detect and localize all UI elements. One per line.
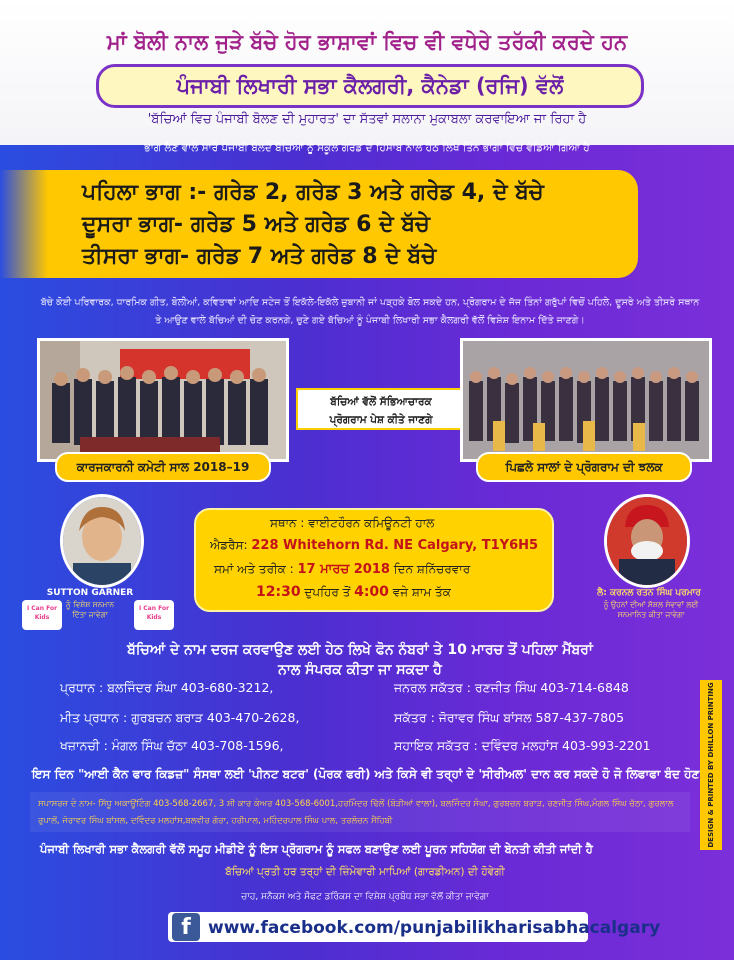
cultural-line-2: ਪ੍ਰੋਗਰਾਮ ਪੇਸ਼ ਕੀਤੇ ਜਾਣਗੇ <box>329 414 433 426</box>
organization-title: ਪੰਜਾਬੀ ਲਿਖਾਰੀ ਸਭਾ ਕੈਲਗਰੀ, ਕੈਨੇਡਾ (ਰਜਿ) ਵੱਲੋਂ <box>96 64 644 108</box>
date-value: 17 ਮਾਰਚ 2018 <box>297 562 390 577</box>
contact-treasurer: ਖਜ਼ਾਨਚੀ : ਮੰਗਲ ਸਿੰਘ ਚੱਠਾ 403-708-1596, <box>60 738 284 753</box>
contact-vice-president: ਮੀਤ ਪ੍ਰਧਾਨ : ਗੁਰਬਚਨ ਬਰਾੜ 403-470-2628, <box>60 710 300 725</box>
contact-general-secretary: ਜਨਰਲ ਸਕੱਤਰ : ਰਣਜੀਤ ਸਿੰਘ 403-714-6848 <box>394 680 629 695</box>
place-value: ਵਾਈਟਹੌਰਨ ਕਮਿਊਨਟੀ ਹਾਲ <box>308 516 435 530</box>
date-label: ਸਮਾਂ ਅਤੇ ਤਰੀਕ : <box>214 562 294 576</box>
venue-address-line <box>210 538 538 553</box>
contact-president: ਪ੍ਰਧਾਨ : ਬਲਜਿੰਦਰ ਸੰਘਾ 403-680-3212, <box>60 680 274 695</box>
registration-title <box>40 640 680 680</box>
rules-paragraph: ਬੱਚੇ ਕੋਈ ਪਰਿਵਾਰਕ, ਧਾਰਮਿਕ ਗੀਤ, ਬੋਲੀਆਂ, ਕਵਿਤਾਵਾਂ ਆਦਿ ਸਟੇਜ ਤੋਂ ਇਕੱਲੇ-ਇਕੱਲੇ ਜ਼ੁਬਾਨੀ ਜਾਂ ਪੜ੍ਹਕੇ ਬੋਲ ਸਕਦੇ ਹਨ, ਪ੍ਰੋਗਰਾਮ ਦੇ ਜੱਜ ਤਿੰਨਾਂ ਗਰੁੱਪਾਂ ਵਿਚੋਂ ਪਹਿਲੇ, ਦੂਸਰੇ ਅਤੇ ਤੀਸਰੇ ਸਥਾਨ ਤੇ ਆਉਣ ਵਾਲੇ ਬੱਚਿਆਂ ਦੀ ਚੋਣ ਕਰਨਗੇ, ਚੁਣੇ ਗਏ ਬੱਚਿਆਂ ਨੂੰ ਪੰਜਾਬੀ ਲਿਖਾਰੀ ਸਭਾ ਕੈਲਗਰੀ ਵੱਲੋਂ ਵਿਸ਼ੇਸ਼ ਇਨਾਮ ਦਿੱਤੇ ਜਾਣਗੇ। <box>40 297 700 326</box>
time-start: 12:30 <box>256 584 301 600</box>
contact-secretary: ਸਕੱਤਰ : ਜੋਰਾਵਰ ਸਿੰਘ ਬਾਂਸਲ 587-437-7805 <box>394 710 625 725</box>
right-person-note <box>576 600 726 620</box>
cultural-line-1: ਬੱਚਿਆਂ ਵੱਲੋਂ ਸੱਭਿਆਚਾਰਕ <box>330 396 432 408</box>
left-person-name: SUTTON GARNER <box>46 588 134 598</box>
refreshments-note: ਚਾਹ, ਸਨੈਕਸ ਅਤੇ ਸੌਫਟ ਡਰਿੰਕਸ ਦਾ ਵਿਸ਼ੇਸ਼ ਪ੍ਰਬੰਧ ਸਭਾ ਵੱਲੋਂ ਕੀਤਾ ਜਾਵੇਗਾ <box>241 892 489 902</box>
event-line: 'ਬੱਚਿਆਂ ਵਿਚ ਪੰਜਾਬੀ ਬੋਲਣ ਦੀ ਮੁਹਾਰਤ' ਦਾ ਸੱਤਵਾਂ ਸਲਾਨਾ ਮੁਕਾਬਲਾ ਕਰਵਾਇਆ ਜਾ ਰਿਹਾ ਹੈ <box>147 112 587 127</box>
contact-assistant-secretary: ਸਹਾਇਕ ਸਕੱਤਰ : ਦਵਿੰਦਰ ਮਲਹਾਂਸ 403-993-2201 <box>394 738 651 753</box>
facebook-url[interactable]: www.facebook.com/punjabilikharisabhacalgary <box>208 918 661 938</box>
sponsors-list: ਸਪਾਸਰਜ਼ ਦੇ ਨਾਮ- ਸਿੱਧੂ ਅਕਾਊਂਟਿੰਗ 403-568-2667, 3 ਸ਼ੀ ਕਾਰ ਕੇਅਰ 403-568-6001,ਹਰਮਿੰਦਰ ਢਿੱਲੋਂ (ਬੋੜੀਆਂ ਵਾਲਾ), ਬਲਜਿੰਦਰ ਸੰਘਾ, ਗੁਰਬਚਨ ਬਰਾੜ, ਰਣਜੀਤ ਸਿੰਘ,ਮੰਗਲ ਸਿੰਘ ਚੱਠਾ, ਗੁਰਲਾਲ ਰੁਪਾਲੋਂ, ਜੋਰਾਵਰ ਸਿੰਘ ਬਾਂਸਲ, ਦਵਿੰਦਰ ਮਲਹਾਂਸ,ਬਲਵੀਰ ਗੋਰਾ, ਹਰੀਪਾਲ, ਮਹਿੰਦਰਪਾਲ ਸਿੰਘ ਪਾਲ, ਤਰਲੋਚਨ ਸੈਂਹਿਬੀ <box>30 792 690 832</box>
icanforkids-logo-right: I Can For Kids <box>134 600 174 630</box>
left-note-line-2: ਦਿੱਤਾ ਜਾਵੇਗਾ <box>72 610 108 619</box>
levels-box-fade <box>0 170 48 278</box>
venue-place-line <box>270 516 434 531</box>
address-value: 228 Whitehorn Rd. NE Calgary, T1Y6H5 <box>251 538 539 553</box>
committee-caption: ਕਾਰਜਕਾਰਨੀ ਕਮੇਟੀ ਸਾਲ 2018–19 <box>55 452 271 482</box>
right-note-line-1: ਨੂੰ ਉਹਨਾਂ ਦੀਆਂ ਸੋਸ਼ਲ ਸੇਵਾਵਾਂ ਲਈ <box>603 600 699 609</box>
icanforkids-logo-left: I Can For Kids <box>22 600 62 630</box>
venue-time-line <box>256 584 451 600</box>
sutton-garner-portrait <box>60 494 144 588</box>
right-person-name: ਲੈ: ਕਰਨਲ ਰਤਨ ਸਿੰਘ ਪਰਮਾਰ <box>597 588 701 598</box>
level-1: ਪਹਿਲਾ ਭਾਗ :- ਗਰੇਡ 2, ਗਰੇਡ 3 ਅਤੇ ਗਰੇਡ 4, ਦੇ ਬੱਚੇ <box>82 180 544 205</box>
tagline: ਮਾਂ ਬੋਲੀ ਨਾਲ ਜੁੜੇ ਬੱਚੇ ਹੋਰ ਭਾਸ਼ਾਵਾਂ ਵਿਚ ਵੀ ਵਧੇਰੇ ਤਰੱਕੀ ਕਰਦੇ ਹਨ <box>106 30 628 54</box>
parent-responsibility: ਬੱਚਿਆਂ ਪ੍ਰਤੀ ਹਰ ਤਰ੍ਹਾਂ ਦੀ ਜ਼ਿੰਮੇਵਾਰੀ ਮਾਪਿਆਂ (ਗਾਰਡੀਅਨ) ਦੀ ਹੋਵੇਗੀ <box>225 866 505 878</box>
facebook-icon[interactable]: f <box>172 913 200 941</box>
right-note-line-2: ਸਨਮਾਨਿਤ ਕੀਤਾ ਜਾਵੇਗਾ <box>617 610 685 619</box>
cultural-program-tag <box>296 388 466 430</box>
past-programs-caption: ਪਿਛਲੇ ਸਾਲਾਂ ਦੇ ਪ੍ਰੋਗਰਾਮ ਦੀ ਝਲਕ <box>476 452 692 482</box>
time-end: 4:00 <box>354 584 389 600</box>
venue-date-line <box>214 562 470 577</box>
time-mid: ਦੁਪਹਿਰ ਤੋਂ <box>304 585 351 599</box>
level-3: ਤੀਸਰਾ ਭਾਗ- ਗਰੇਡ 7 ਅਤੇ ਗਰੇਡ 8 ਦੇ ਬੱਚੇ <box>82 244 437 269</box>
past-programs-photo <box>460 338 712 462</box>
colonel-portrait <box>604 494 690 588</box>
donation-note: ਇਸ ਦਿਨ "ਆਈ ਕੈਨ ਫਾਰ ਕਿਡਜ਼" ਸੰਸਥਾ ਲਈ 'ਪੀਨਟ ਬਟਰ' (ਪੋਰਕ ਫਰੀ) ਅਤੇ ਕਿਸੇ ਵੀ ਤਰ੍ਹਾਂ ਦੇ 'ਸੀਰੀਅਲ' ਦਾਨ ਕਰ ਸਕਦੇ ਹੋ ਜੋ ਲਿਫਾਫਾ ਬੰਦ ਹੋਣ <box>32 767 700 781</box>
left-note-line-1: ਨੂੰ ਵਿਸ਼ੇਸ਼ ਸਨਮਾਨ <box>65 600 115 609</box>
address-label: ਐਡਰੈਸ: <box>210 538 248 552</box>
registration-line-1: ਬੱਚਿਆਂ ਦੇ ਨਾਮ ਦਰਜ ਕਰਵਾਉਣ ਲਈ ਹੇਠ ਲਿਖੇ ਫੋਨ ਨੰਬਰਾਂ ਤੇ 10 ਮਾਰਚ ਤੋਂ ਪਹਿਲਾ ਮੈਂਬਰਾਂ <box>127 642 593 658</box>
division-line: ਭਾਗ ਲੈਣ ਵਾਲੇ ਸਾਰੇ ਪੰਜਾਬੀ ਬੋਲਦੇ ਬੱਚਿਆਂ ਨੂੰ ਸਕੂਲ ਗਰੇਡ ਦੇ ਹਿਸਾਬ ਨਾਲ ਹੇਠ ਲਿਖੇ ਤਿੰਨ ਭਾਗਾਂ ਵਿਚ ਵੰਡਿਆ ਗਿਆ ਹੈ <box>144 142 590 154</box>
time-tail: ਵਜੇ ਸ਼ਾਮ ਤੱਕ <box>392 585 451 599</box>
day-value: ਦਿਨ ਸ਼ਨਿੱਚਰਵਾਰ <box>393 562 471 576</box>
place-label: ਸਥਾਨ : <box>270 516 305 530</box>
level-2: ਦੂਸਰਾ ਭਾਗ- ਗਰੇਡ 5 ਅਤੇ ਗਰੇਡ 6 ਦੇ ਬੱਚੇ <box>82 212 430 237</box>
registration-line-2: ਨਾਲ ਸੰਪਰਕ ਕੀਤਾ ਜਾ ਸਕਦਾ ਹੈ <box>278 662 442 678</box>
media-thanks: ਪੰਜਾਬੀ ਲਿਖਾਰੀ ਸਭਾ ਕੈਲਗਰੀ ਵੱਲੋਂ ਸਮੂਹ ਮੀਡੀਏ ਨੂੰ ਇਸ ਪ੍ਰੋਗਰਾਮ ਨੂੰ ਸਫਲ ਬਣਾਉਣ ਲਈ ਪੂਰਨ ਸਹਿਯੋਗ ਦੀ ਬੇਨਤੀ ਕੀਤੀ ਜਾਂਦੀ ਹੈ <box>40 842 593 856</box>
printer-credit: DESIGN & PRINTED BY DHILLON PRINTING <box>700 680 722 850</box>
committee-photo <box>37 338 289 462</box>
